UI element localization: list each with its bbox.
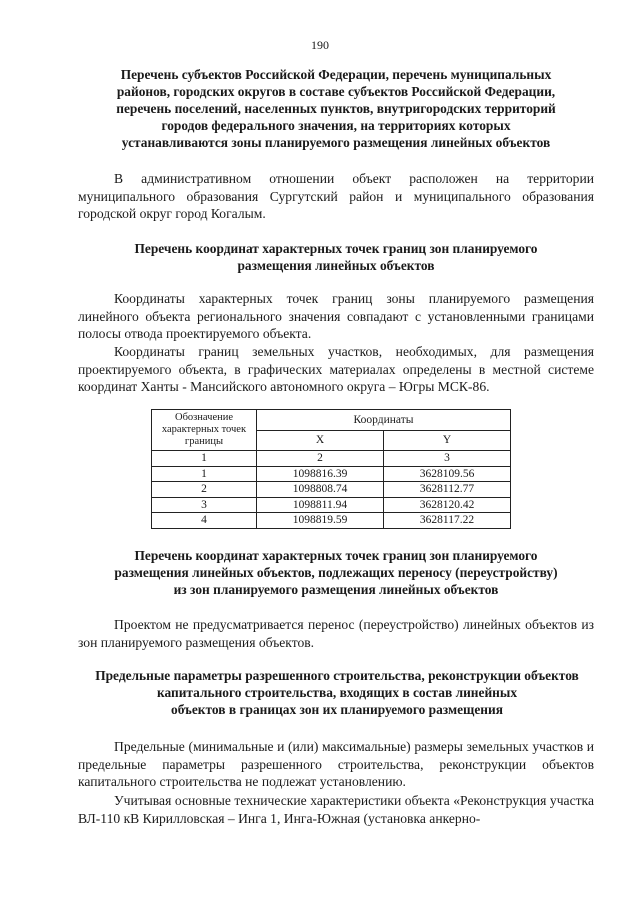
x-header: X xyxy=(257,430,384,451)
paragraph-technical-characteristics: Учитывая основные технические характеристики объекта «Реконструкция участка ВЛ-110 кВ Кирилловская – Инга 1, Инга-Южная (установка анкерно- xyxy=(78,793,594,826)
table-index-row xyxy=(152,451,511,467)
heading-line: городов федерального значения, на территориях которых xyxy=(161,118,511,133)
heading-line: Перечень субъектов Российской Федерации, перечень муниципальных xyxy=(120,67,552,82)
table-cell: 3 xyxy=(384,451,511,467)
coordinates-header: Координаты xyxy=(257,410,511,431)
paragraph-land-plot-coordinates: Координаты границ земельных участков, необходимых, для размещения проектируемого объекта, в графических материалах определены в местной системе координат Ханты - Мансийского автономного округа – Югры МСК-86. xyxy=(78,344,594,395)
heading-line: Перечень координат характерных точек границ зон планируемого xyxy=(134,548,538,563)
table-cell: 3628112.77 xyxy=(384,482,511,498)
table-cell: 4 xyxy=(152,513,257,529)
coordinates-table xyxy=(151,409,511,529)
heading-line: из зон планируемого размещения линейных объектов xyxy=(173,582,499,597)
y-header: Y xyxy=(384,430,511,451)
section-heading-relocation xyxy=(78,547,594,598)
heading-line: устанавливаются зоны планируемого размещения линейных объектов xyxy=(121,135,551,150)
table-cell: 1098819.59 xyxy=(257,513,384,529)
paragraph-administrative-location: В административном отношении объект расположен на территории муниципального образования Сургутский район и муниципального образования городской округ город Когалым. xyxy=(78,171,594,222)
table-row xyxy=(152,513,511,529)
table-row xyxy=(152,482,511,498)
table-cell: 1098808.74 xyxy=(257,482,384,498)
table-cell: 3 xyxy=(152,497,257,513)
paragraph-boundary-coordinates: Координаты характерных точек границ зоны планируемого размещения линейного объекта регионального значения совпадают с установленными границами полосы отвода проектируемого объекта. xyxy=(78,291,594,342)
heading-line: Предельные параметры разрешенного строительства, реконструкции объектов капитального строительства, входящих в состав линейных xyxy=(95,668,579,700)
table-cell: 3628109.56 xyxy=(384,466,511,482)
heading-line: объектов в границах зон их планируемого размещения xyxy=(171,702,503,717)
point-designation-header: Обозначение характерных точек границы xyxy=(152,410,257,451)
table-cell: 2 xyxy=(257,451,384,467)
table-cell: 1098811.94 xyxy=(257,497,384,513)
table-cell: 1 xyxy=(152,466,257,482)
section-heading-limit-parameters xyxy=(92,667,582,718)
section-heading-subjects xyxy=(78,66,594,151)
table-cell: 3628117.22 xyxy=(384,513,511,529)
heading-line: Перечень координат характерных точек границ зон планируемого xyxy=(134,241,538,256)
paragraph-relocation: Проектом не предусматривается перенос (переустройство) линейных объектов из зон планируемого размещения объектов. xyxy=(78,617,594,650)
heading-line: размещения линейных объектов, подлежащих переносу (переустройству) xyxy=(114,565,558,580)
table-cell: 2 xyxy=(152,482,257,498)
table-cell: 1 xyxy=(152,451,257,467)
table-row xyxy=(152,466,511,482)
section-heading-coordinates xyxy=(78,240,594,274)
heading-line: перечень поселений, населенных пунктов, внутригородских территорий xyxy=(116,101,556,116)
table-cell: 1098816.39 xyxy=(257,466,384,482)
page-number: 190 xyxy=(311,38,329,52)
paragraph-limit-parameters: Предельные (минимальные и (или) максимальные) размеры земельных участков и предельные параметры разрешенного строительства, реконструкции объектов капитального строительства не подлежат установлению. xyxy=(78,739,594,790)
table-row xyxy=(152,497,511,513)
table-header-row xyxy=(152,410,511,431)
table-cell: 3628120.42 xyxy=(384,497,511,513)
heading-line: размещения линейных объектов xyxy=(237,258,435,273)
heading-line: районов, городских округов в составе субъектов Российской Федерации, xyxy=(116,84,556,99)
